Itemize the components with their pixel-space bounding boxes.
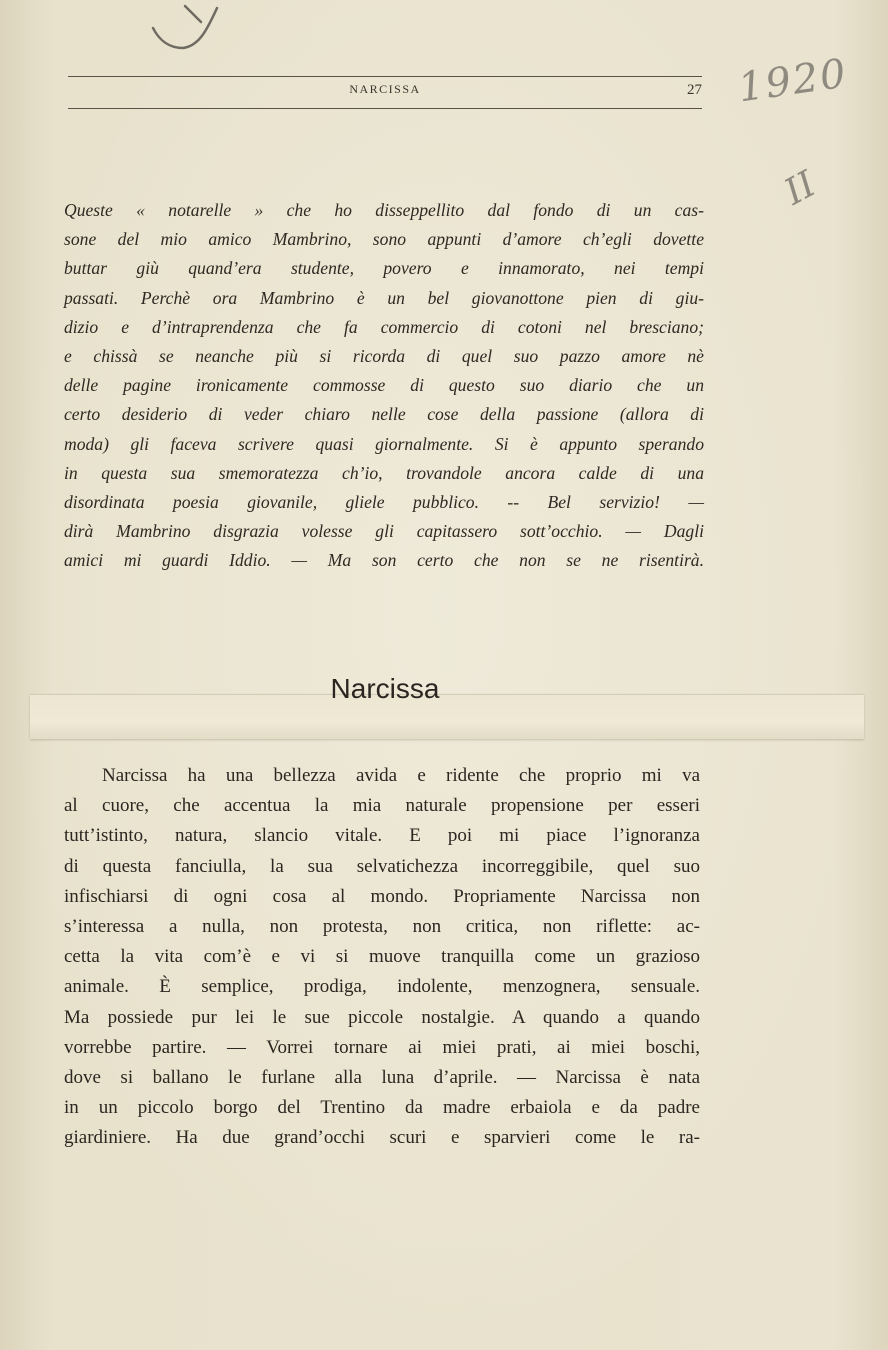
intro-line: amici mi guardi Iddio. — Ma son certo che non se ne risentirà. [64,550,704,571]
intro-line: sone del mio amico Mambrino, sono appunti d’amore ch’egli dovette [64,229,704,250]
page-number: 27 [687,82,702,98]
intro-line: moda) gli faceva scrivere quasi giornalmente. Si è appunto sperando [64,433,704,454]
body-line: cetta la vita com’è e vi si muove tranquilla come un grazioso [64,946,700,968]
body-line: al cuore, che accentua la mia naturale propensione per esseri [64,795,700,817]
header-rule-top [68,76,702,77]
body-line: tutt’istinto, natura, slancio vitale. E poi mi piace l’ignoranza [64,825,700,847]
body-line: in un piccolo borgo del Trentino da madre erbaiola e da padre [64,1097,700,1119]
intro-line: disordinata poesia giovanile, gliele pubblico. -- Bel servizio! — [64,491,704,512]
section-title: Narcissa [330,673,440,704]
intro-line: dizio e d’intraprendenza che fa commercio di cotoni nel bresciano; [64,316,704,337]
intro-line: e chissà se neanche più si ricorda di quel suo pazzo amore nè [64,345,704,366]
pencil-scribble-mark [145,0,235,60]
intro-line: certo desiderio di veder chiaro nelle cose della passione (allora di [64,404,704,425]
handwritten-volume-note: II [778,163,823,214]
intro-line: passati. Perchè ora Mambrino è un bel giovanottone pien di giu- [64,287,704,308]
handwritten-year-note: 1920 [735,50,851,112]
body-line: giardiniere. Ha due grand’occhi scuri e sparvieri come le ra- [64,1127,700,1149]
intro-line: dirà Mambrino disgrazia volesse gli capitassero sott’occhio. — Dagli [64,521,704,542]
body-line: dove si ballano le furlane alla luna d’aprile. — Narcissa è nata [64,1066,700,1088]
body-line: Narcissa ha una bellezza avida e ridente che proprio mi va [102,765,700,786]
intro-paragraph [64,196,704,575]
intro-line: delle pagine ironicamente commosse di questo suo diario che un [64,375,704,396]
running-title: NARCISSA [349,82,421,96]
body-line: di questa fanciulla, la sua selvatichezza incorreggibile, quel suo [64,855,700,877]
body-line: animale. È semplice, prodiga, indolente, menzognera, sensuale. [64,976,700,998]
body-line: infischiarsi di ogni cosa al mondo. Propriamente Narcissa non [64,885,700,907]
body-line: vorrebbe partire. — Vorrei tornare ai miei prati, ai miei boschi, [64,1036,700,1058]
body-paragraph [64,761,700,1153]
body-line: Ma possiede pur lei le sue piccole nostalgie. A quando a quando [64,1006,700,1028]
intro-line: in questa sua smemoratezza ch’io, trovandole ancora calde di una [64,462,704,483]
intro-line: Queste « notarelle » che ho disseppellito dal fondo di un cas- [64,200,704,220]
running-head [68,82,702,102]
intro-line: buttar giù quand’era studente, povero e innamorato, nei tempi [64,258,704,279]
body-line: s’interessa a nulla, non protesta, non critica, non riflette: ac- [64,915,700,937]
header-rule-bottom [68,108,702,109]
